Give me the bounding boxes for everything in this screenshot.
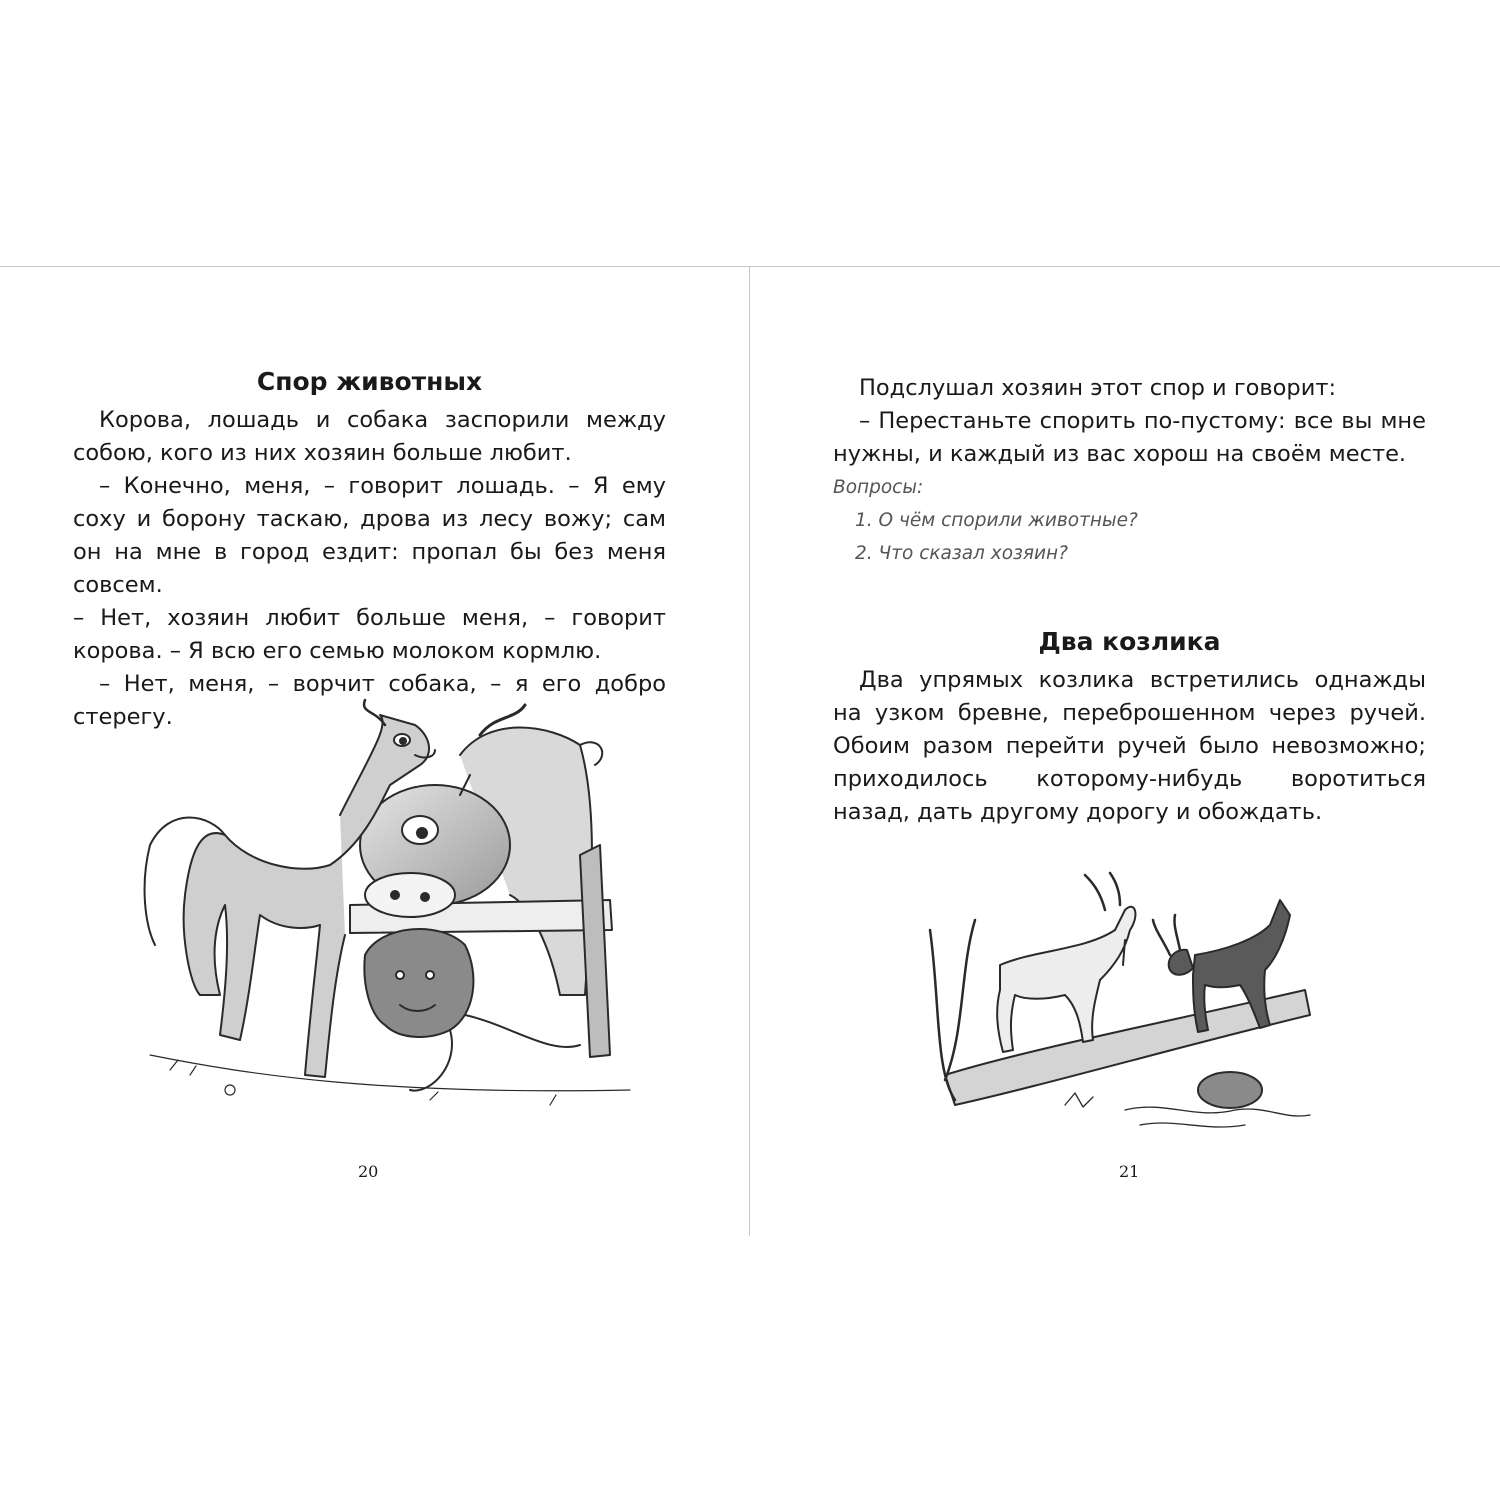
paragraph: – Нет, хозяин любит больше меня, – говорит корова. – Я всю его семью молоком кормлю.	[73, 605, 666, 664]
two-goats-illustration	[925, 870, 1315, 1145]
paragraph: – Перестаньте спорить по-пустому: все вы мне нужны, и каждый из вас хорош на своём месте.	[833, 408, 1426, 467]
story-title-two-goats: Два козлика	[1038, 627, 1221, 656]
page-number-left: 20	[358, 1162, 379, 1181]
paragraph: – Конечно, меня, – говорит лошадь. – Я ему соху и борону таскаю, дрова из лесу вожу; сам он на мне в город ездит: пропал бы без меня совсем.	[73, 473, 666, 598]
farm-animals-illustration	[130, 695, 650, 1140]
questions-label: Вопросы:	[833, 477, 924, 498]
story-title-animals-dispute: Спор животных	[256, 367, 483, 396]
left-page	[73, 360, 666, 734]
right-page	[833, 372, 1426, 829]
paragraph: Подслушал хозяин этот спор и говорит:	[859, 375, 1337, 401]
top-border-line	[0, 266, 1500, 267]
page-number-right: 21	[1119, 1162, 1140, 1181]
book-spine	[749, 266, 750, 1236]
question-item: 1. О чём спорили животные?	[855, 510, 1138, 531]
paragraph: Корова, лошадь и собака заспорили между собою, кого из них хозяин больше любит.	[73, 407, 666, 466]
question-item: 2. Что сказал хозяин?	[855, 543, 1068, 564]
paragraph: – Нет, меня, – ворчит собака, – я его добро стерегу.	[73, 671, 666, 730]
paragraph: Два упрямых козлика встретились однажды на узком бревне, переброшенном через ручей. Обоим разом перейти ручей было невозможно; приходилось которому-нибудь воротиться назад, дать другому дорогу и обождать.	[833, 667, 1426, 825]
